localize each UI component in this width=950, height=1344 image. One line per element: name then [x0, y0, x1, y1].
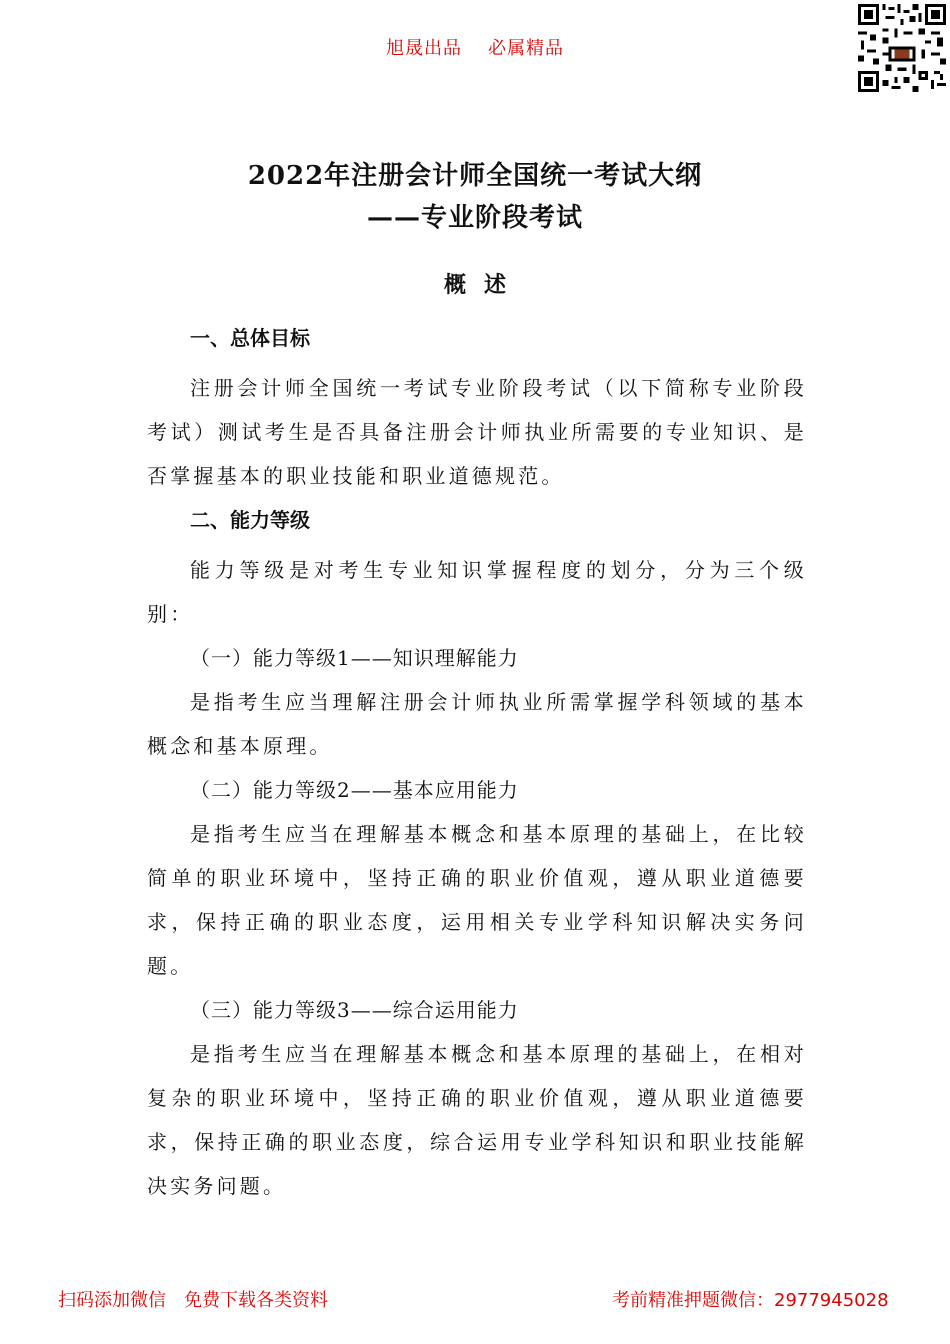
level3-heading: （三）能力等级3——综合运用能力	[190, 998, 519, 1022]
level1-heading: （一）能力等级1——知识理解能力	[190, 646, 519, 670]
level1-paragraph: 是指考生应当理解注册会计师执业所需掌握学科领域的基本概念和基本原理。	[147, 690, 807, 758]
footer-left	[58, 1286, 328, 1312]
section-title: 概述	[443, 272, 524, 298]
header-brand	[0, 34, 950, 60]
sec2-heading: 二、能力等级	[190, 508, 310, 532]
document-body	[147, 322, 807, 1208]
brand-left-text: 旭晟出品	[386, 38, 462, 59]
document-title: 2022年注册会计师全国统一考试大纲	[247, 161, 703, 191]
sec1-heading: 一、总体目标	[190, 326, 310, 350]
level3-paragraph: 是指考生应当在理解基本概念和基本原理的基础上，在相对复杂的职业环境中，坚持正确的职业价值观，遵从职业道德要求，保持正确的职业态度，综合运用专业学科知识和职业技能解决实务问题。	[147, 1042, 807, 1198]
footer-right-text: 考前精准押题微信：2977945028	[612, 1290, 889, 1311]
qr-code-icon	[858, 4, 946, 92]
sec2-paragraph: 能力等级是对考生专业知识掌握程度的划分，分为三个级别：	[147, 558, 807, 626]
footer-left-text-1: 扫码添加微信	[58, 1290, 166, 1311]
footer-left-text-2: 免费下载各类资料	[184, 1290, 328, 1311]
brand-right-text: 必属精品	[488, 38, 564, 59]
sec1-paragraph: 注册会计师全国统一考试专业阶段考试（以下简称专业阶段考试）测试考生是否具备注册会计师执业所需要的专业知识、是否掌握基本的职业技能和职业道德规范。	[147, 376, 807, 488]
level2-heading: （二）能力等级2——基本应用能力	[190, 778, 519, 802]
level2-paragraph: 是指考生应当在理解基本概念和基本原理的基础上，在比较简单的职业环境中，坚持正确的职业价值观，遵从职业道德要求，保持正确的职业态度，运用相关专业学科知识解决实务问题。	[147, 822, 807, 978]
document-subtitle: ——专业阶段考试	[366, 203, 583, 233]
